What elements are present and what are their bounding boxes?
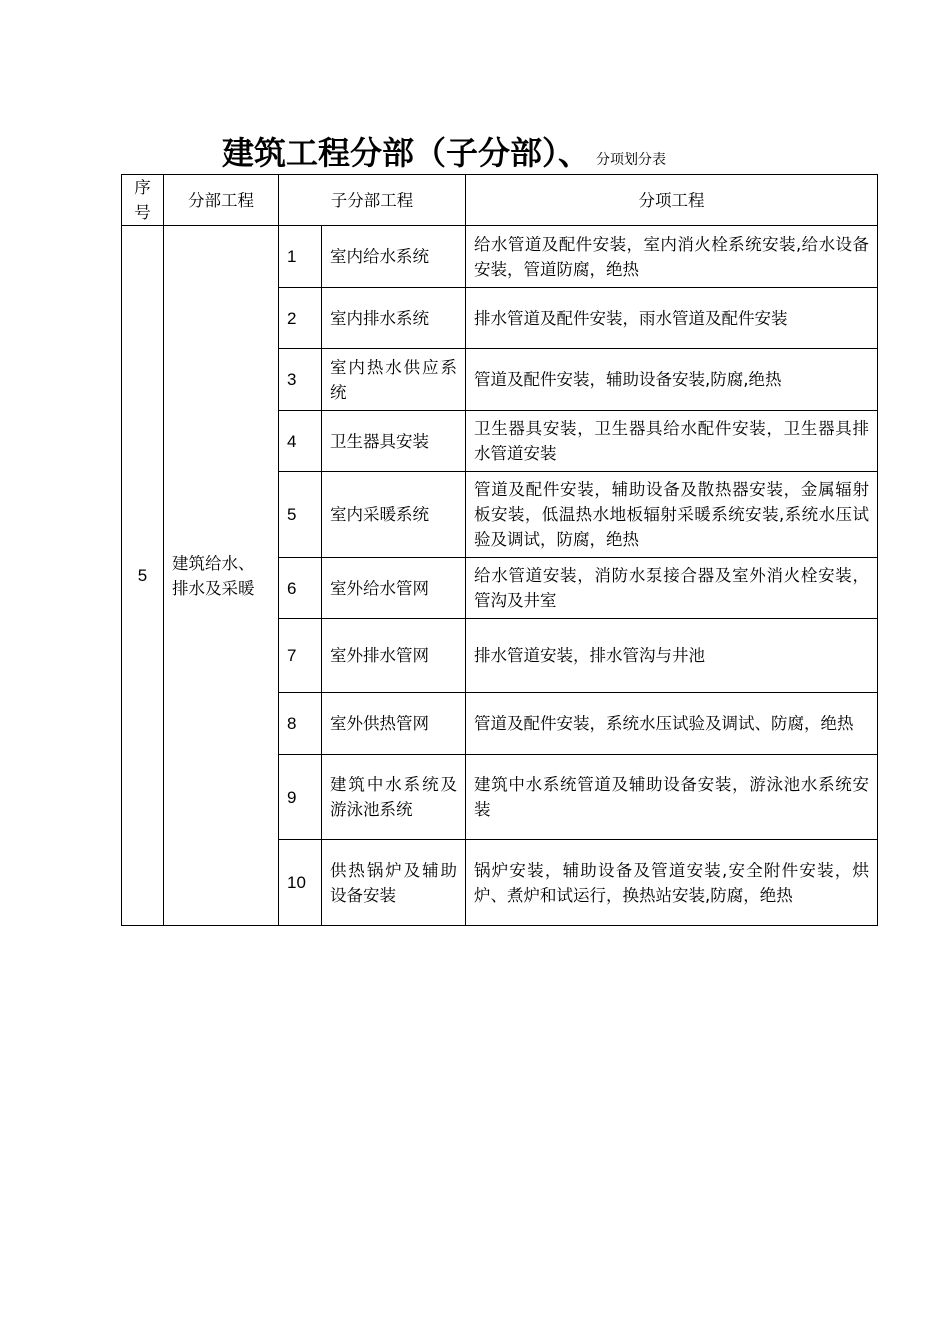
row-subdivision: 建筑中水系统及游泳池系统	[322, 755, 466, 840]
header-row	[122, 175, 878, 226]
row-items: 管道及配件安装，系统水压试验及调试、防腐，绝热	[466, 693, 878, 755]
row-number: 5	[279, 472, 322, 558]
table-row	[122, 226, 878, 288]
row-subdivision: 室内热水供应系统	[322, 349, 466, 411]
header-division: 分部工程	[164, 175, 279, 226]
header-seq: 序号	[122, 175, 164, 226]
header-items: 分项工程	[466, 175, 878, 226]
row-number: 9	[279, 755, 322, 840]
row-number: 7	[279, 619, 322, 693]
title-main: 建筑工程分部（子分部）、	[222, 134, 591, 172]
row-subdivision: 室内采暖系统	[322, 472, 466, 558]
row-subdivision: 室外供热管网	[322, 693, 466, 755]
row-subdivision: 供热锅炉及辅助设备安装	[322, 840, 466, 926]
row-items: 管道及配件安装，辅助设备及散热器安装，金属辐射板安装，低温热水地板辐射采暖系统安装,系统水压试验及调试，防腐，绝热	[466, 472, 878, 558]
row-items: 卫生器具安装，卫生器具给水配件安装，卫生器具排水管道安装	[466, 411, 878, 472]
row-number: 8	[279, 693, 322, 755]
row-items: 给水管道安装，消防水泵接合器及室外消火栓安装，管沟及井室	[466, 558, 878, 619]
division-table	[121, 174, 878, 926]
row-number: 3	[279, 349, 322, 411]
row-subdivision: 室内给水系统	[322, 226, 466, 288]
title-subtitle: 分项划分表	[596, 152, 667, 168]
row-number: 1	[279, 226, 322, 288]
group-division: 建筑给水、排水及采暖	[164, 226, 279, 926]
row-subdivision: 室外给水管网	[322, 558, 466, 619]
row-number: 4	[279, 411, 322, 472]
row-items: 排水管道安装，排水管沟与井池	[466, 619, 878, 693]
header-subdivision: 子分部工程	[279, 175, 466, 226]
row-items: 建筑中水系统管道及辅助设备安装，游泳池水系统安装	[466, 755, 878, 840]
row-subdivision: 室内排水系统	[322, 288, 466, 349]
row-items: 锅炉安装，辅助设备及管道安装,安全附件安装，烘炉、煮炉和试运行，换热站安装,防腐，绝热	[466, 840, 878, 926]
group-seq: 5	[122, 226, 164, 926]
document-title	[222, 128, 666, 174]
row-number: 2	[279, 288, 322, 349]
row-number: 10	[279, 840, 322, 926]
row-number: 6	[279, 558, 322, 619]
row-items: 给水管道及配件安装，室内消火栓系统安装,给水设备安装，管道防腐，绝热	[466, 226, 878, 288]
row-subdivision: 室外排水管网	[322, 619, 466, 693]
row-items: 管道及配件安装，辅助设备安装,防腐,绝热	[466, 349, 878, 411]
row-items: 排水管道及配件安装，雨水管道及配件安装	[466, 288, 878, 349]
row-subdivision: 卫生器具安装	[322, 411, 466, 472]
